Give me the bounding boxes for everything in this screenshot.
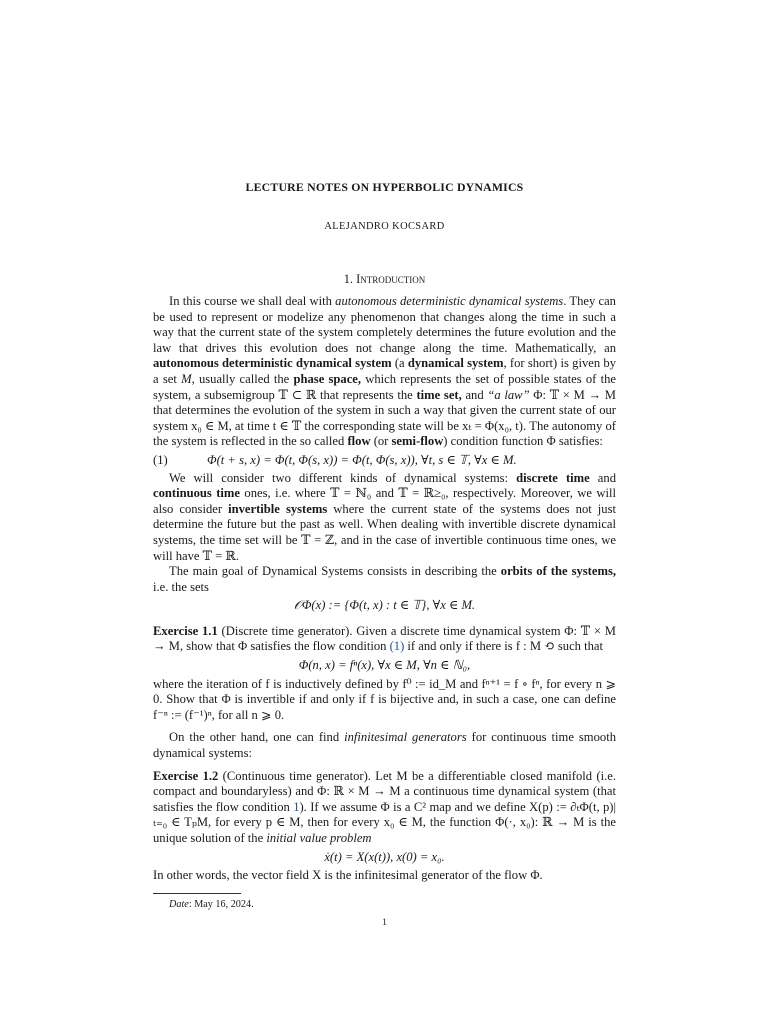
section-title: Introduction xyxy=(356,272,426,286)
equation-formula: Φ(t + s, x) = Φ(t, Φ(s, x)) = Φ(t, Φ(s, x)), ∀t, s ∈ 𝕋, ∀x ∈ M. xyxy=(207,452,517,467)
paragraph-kinds: We will consider two different kinds of dynamical systems: discrete time and continuous time ones, i.e. where 𝕋 = ℕ₀ and 𝕋 = ℝ≥₀, respectively. Moreover, we will also consider invertible systems where the current state of the systems does not just determine the future but the past as well. When dealing with invertible discrete dynamical systems, the time set will be 𝕋 = ℤ, and in the case of invertible continuous time ones, we will have 𝕋 = ℝ. xyxy=(153,470,617,563)
page-number: 1 xyxy=(382,917,387,928)
paper-page xyxy=(153,0,616,1024)
exercise-1-2: Exercise 1.2 (Continuous time generator). Let M be a differentiable closed manifold (i.e. compact and boundaryless) and Φ: ℝ × M → M a continuous time dynamical system (that satisfies the flow condition 1). If we assume Φ is a C² map and we define X(p) := ∂ₜΦ(t, p)|ₜ₌₀ ∈ TₚM, for every p ∈ M, then for every x₀ ∈ M, the function Φ(·, x₀): ℝ → M is the unique solution of the initial value problem xyxy=(153,768,616,845)
equation-label: (1) xyxy=(153,452,168,467)
equation-iteration: Φ(n, x) = fⁿ(x), ∀x ∈ M, ∀n ∈ ℕ₀, xyxy=(298,658,471,673)
exercise-1-1-continued: where the iteration of f is inductively defined by f⁰ := id_M and fⁿ⁺¹ = f ∘ fⁿ, for every n ⩾ 0. Show that Φ is invertible if and only if f is bijective and, in such a case, one can define f⁻ⁿ := (f⁻¹)ⁿ, for all n ⩾ 0. xyxy=(153,676,616,722)
equation-ref-link[interactable]: (1) xyxy=(389,639,405,654)
paragraph-closing: In other words, the vector field X is the infinitesimal generator of the flow Φ. xyxy=(153,868,543,883)
paragraph-goal: The main goal of Dynamical Systems consists in describing the orbits of the systems, i.e. the sets xyxy=(153,564,616,594)
section-heading xyxy=(153,272,616,288)
footnote-date: Date: May 16, 2024. xyxy=(169,899,254,910)
paragraph-generators: On the other hand, one can find infinitesimal generators for continuous time smooth dynamical systems: xyxy=(153,730,616,761)
equation-ref-link[interactable]: 1 xyxy=(293,799,300,814)
equation-flow xyxy=(153,453,616,469)
footnote-rule xyxy=(153,893,241,894)
section-number: 1. xyxy=(343,272,354,286)
exercise-label: Exercise 1.2 xyxy=(153,768,219,783)
exercise-label: Exercise 1.1 xyxy=(153,623,218,638)
equation-orbit: 𝒪Φ(x) := {Φ(t, x) : t ∈ 𝕋}, ∀x ∈ M. xyxy=(293,598,476,613)
author-name: ALEJANDRO KOCSARD xyxy=(324,221,445,232)
paper-title: LECTURE NOTES ON HYPERBOLIC DYNAMICS xyxy=(245,180,524,194)
exercise-1-1: Exercise 1.1 (Discrete time generator). Given a discrete time dynamical system Φ: 𝕋 × M → M, show that Φ satisfies the flow condition (1) if and only if there is f : M ⟲ such that xyxy=(153,623,616,654)
paragraph-intro: In this course we shall deal with autonomous deterministic dynamical systems. They can be used to represent or modelize any phenomenon that changes along the time in such a way that the current state of the system completely determines the future evolution and the law that drives this evolution does not change along the time. Mathematically, an autonomous deterministic dynamical system (a dynamical system, for short) is given by a set M, usually called the phase space, which represents the set of possible states of the system, a subsemigroup 𝕋 ⊂ ℝ that represents the time set, and “a law” Φ: 𝕋 × M → M that determines the evolution of the system in such a way that given the current state of our system x₀ ∈ M, at time t ∈ 𝕋 the corresponding state will be xₜ = Φ(x₀, t). The autonomy of the system is reflected in the so called flow (or semi-flow) condition function Φ satisfies: xyxy=(153,294,616,449)
body-text xyxy=(153,294,616,884)
equation-ivp: ẋ(t) = X(x(t)), x(0) = x₀. xyxy=(324,849,445,864)
